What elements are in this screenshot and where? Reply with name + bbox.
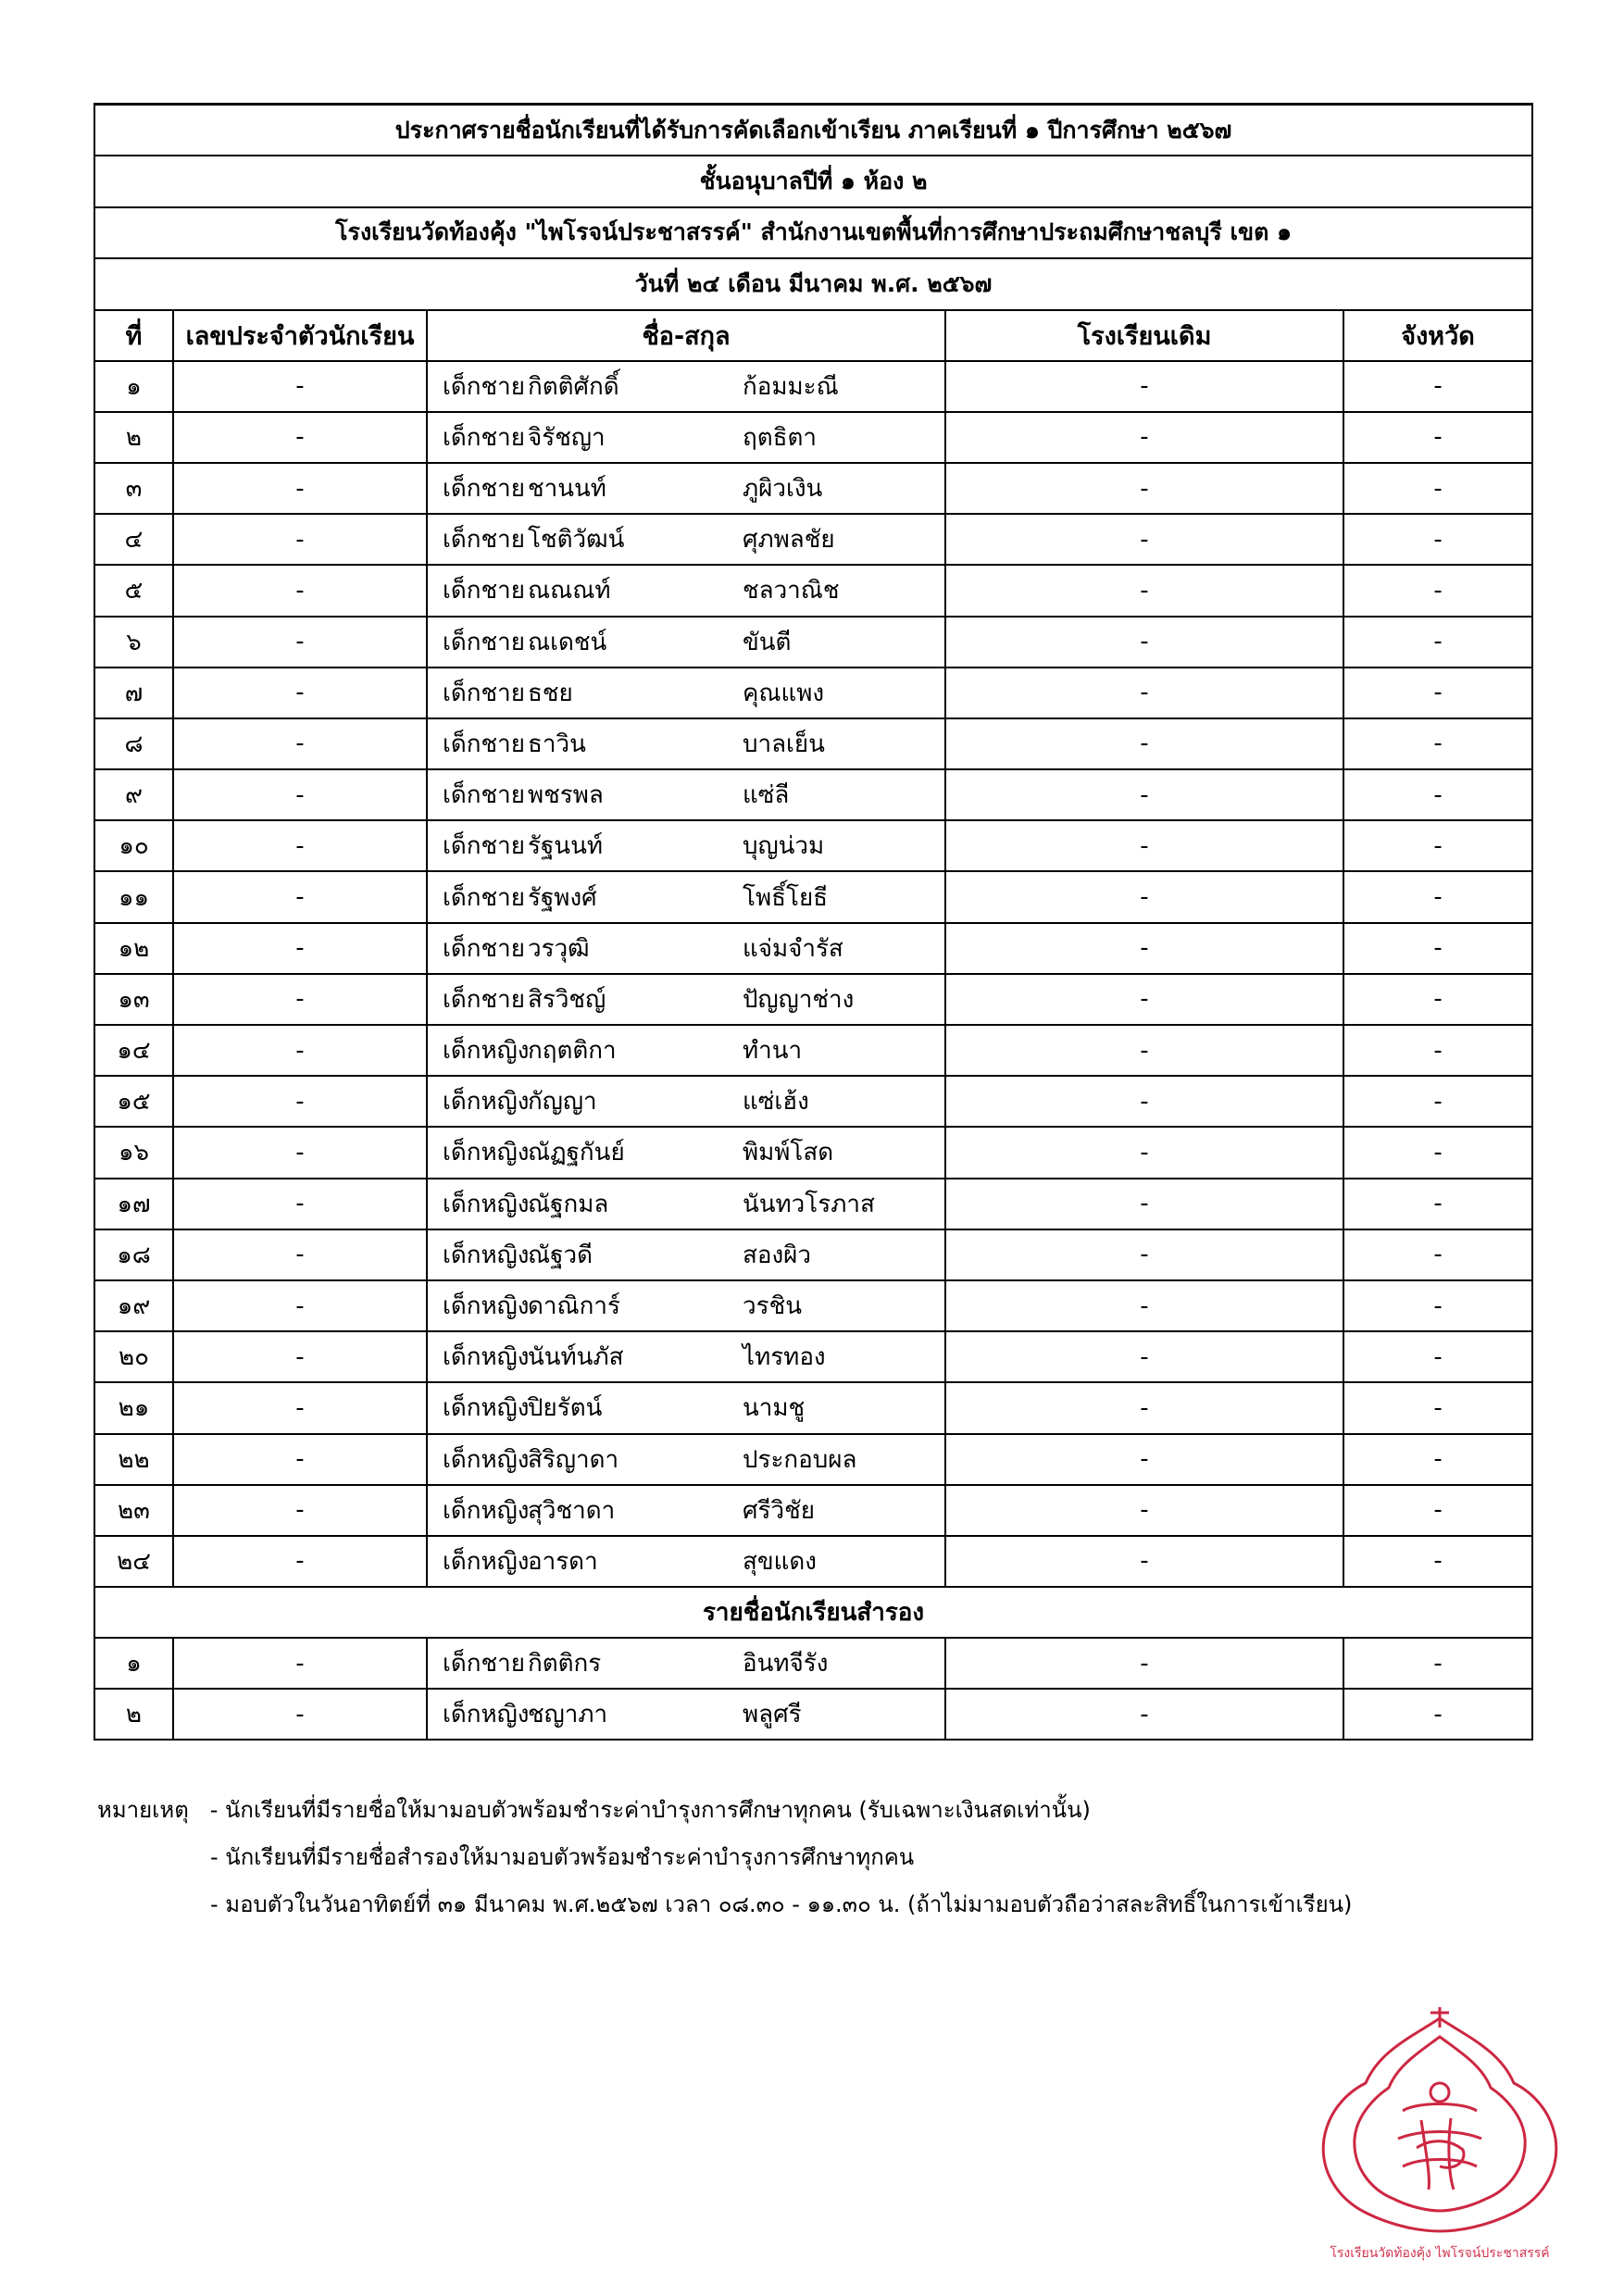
row-number: ๖ [94, 617, 173, 668]
school-heading: โรงเรียนวัดท้องคุ้ง "ไพโรจน์ประชาสรรค์" สำนักงานเขตพื้นที่การศึกษาประถมศึกษาชลบุรี เขต ๑ [94, 207, 1532, 258]
student-name [427, 769, 945, 820]
student-name [427, 1280, 945, 1331]
table-row [94, 1536, 1532, 1587]
province: - [1343, 463, 1532, 514]
previous-school: - [945, 668, 1343, 718]
student-id: - [173, 1331, 427, 1382]
province: - [1343, 668, 1532, 718]
student-name [427, 1076, 945, 1127]
surname: ศุภพลชัย [743, 526, 835, 555]
announcement-sheet [94, 103, 1531, 1741]
surname: ก้อมมะณี [743, 372, 839, 401]
student-name [427, 820, 945, 871]
student-table [94, 103, 1533, 1741]
student-name [427, 871, 945, 922]
given-name: กฤตติกา [528, 1037, 617, 1066]
table-row [94, 1127, 1532, 1178]
row-number: ๑๔ [94, 1025, 173, 1076]
col-header-student-id: เลขประจำตัวนักเรียน [173, 310, 427, 361]
col-header-previous-school: โรงเรียนเดิม [945, 310, 1343, 361]
name-title: เด็กหญิง [443, 1190, 530, 1218]
student-id: - [173, 1689, 427, 1740]
given-name: รัฐพงศ์ [528, 883, 597, 912]
province: - [1343, 361, 1532, 412]
student-name [427, 361, 945, 412]
student-id: - [173, 923, 427, 974]
province: - [1343, 871, 1532, 922]
name-title: เด็กหญิง [443, 1343, 530, 1372]
given-name: กิตติกร [528, 1650, 602, 1678]
table-row [94, 412, 1532, 463]
previous-school: - [945, 1331, 1343, 1382]
row-number: ๔ [94, 514, 173, 565]
previous-school: - [945, 1689, 1343, 1740]
previous-school: - [945, 617, 1343, 668]
province: - [1343, 617, 1532, 668]
table-row [94, 463, 1532, 514]
note-line [97, 1787, 1352, 1834]
row-number: ๑ [94, 361, 173, 412]
student-id: - [173, 1638, 427, 1689]
province: - [1343, 412, 1532, 463]
given-name: ธาวิน [528, 730, 586, 758]
student-name [427, 463, 945, 514]
table-row [94, 1076, 1532, 1127]
table-row [94, 974, 1532, 1025]
name-title: เด็กหญิง [443, 1292, 530, 1321]
surname: แจ่มจำรัส [743, 934, 843, 963]
previous-school: - [945, 565, 1343, 616]
notes-label: หมายเหตุ [97, 1797, 189, 1823]
row-number: ๑ [94, 1638, 173, 1689]
given-name: รัฐนนท์ [528, 832, 603, 861]
student-id: - [173, 565, 427, 616]
name-title: เด็กชาย [443, 781, 525, 810]
col-header-name: ชื่อ-สกุล [427, 310, 945, 361]
given-name: ธชย [528, 679, 573, 707]
row-number: ๑๓ [94, 974, 173, 1025]
student-name [427, 923, 945, 974]
row-number: ๒ [94, 412, 173, 463]
svg-text:โรงเรียนวัดท้องคุ้ง ไพโรจน์ประ: โรงเรียนวัดท้องคุ้ง ไพโรจน์ประชาสรรค์ [1330, 2246, 1550, 2261]
notes-section [97, 1787, 1352, 1928]
name-title: เด็กหญิง [443, 1547, 530, 1576]
previous-school: - [945, 1025, 1343, 1076]
name-title: เด็กหญิง [443, 1394, 530, 1423]
row-number: ๒๔ [94, 1536, 173, 1587]
student-id: - [173, 1485, 427, 1536]
province: - [1343, 1331, 1532, 1382]
table-row [94, 871, 1532, 922]
previous-school: - [945, 1434, 1343, 1485]
province: - [1343, 1638, 1532, 1689]
student-id: - [173, 463, 427, 514]
announcement-title: ประกาศรายชื่อนักเรียนที่ได้รับการคัดเลือกเข้าเรียน ภาคเรียนที่ ๑ ปีการศึกษา ๒๕๖๗ [94, 105, 1532, 156]
student-name [427, 1434, 945, 1485]
previous-school: - [945, 1280, 1343, 1331]
province: - [1343, 1434, 1532, 1485]
reserve-rows [94, 1638, 1532, 1740]
student-id: - [173, 412, 427, 463]
name-title: เด็กชาย [443, 475, 525, 504]
student-id: - [173, 718, 427, 769]
student-name [427, 1025, 945, 1076]
table-row [94, 1382, 1532, 1433]
previous-school: - [945, 1638, 1343, 1689]
row-number: ๒๓ [94, 1485, 173, 1536]
name-title: เด็กชาย [443, 832, 525, 861]
surname: ขันตี [743, 628, 792, 656]
previous-school: - [945, 820, 1343, 871]
previous-school: - [945, 718, 1343, 769]
province: - [1343, 769, 1532, 820]
previous-school: - [945, 1536, 1343, 1587]
class-heading: ชั้นอนุบาลปีที่ ๑ ห้อง ๒ [94, 156, 1532, 206]
previous-school: - [945, 412, 1343, 463]
name-title: เด็กชาย [443, 1650, 525, 1678]
surname: สองผิว [743, 1241, 812, 1269]
table-row [94, 668, 1532, 718]
column-header-row [94, 310, 1532, 361]
surname: แซ่ลี [743, 781, 790, 810]
previous-school: - [945, 923, 1343, 974]
name-title: เด็กหญิง [443, 1701, 530, 1729]
previous-school: - [945, 1179, 1343, 1229]
given-name: กิตติศักดิ์ [528, 372, 619, 401]
table-row [94, 820, 1532, 871]
student-name [427, 514, 945, 565]
given-name: สุวิชาดา [528, 1496, 616, 1525]
name-title: เด็กชาย [443, 423, 525, 452]
province: - [1343, 718, 1532, 769]
table-row [94, 923, 1532, 974]
given-name: ณณณท์ [528, 577, 611, 605]
row-number: ๘ [94, 718, 173, 769]
name-title: เด็กชาย [443, 372, 525, 401]
student-name [427, 565, 945, 616]
surname: พลูศรี [743, 1701, 802, 1729]
surname: ไทรทอง [743, 1343, 826, 1372]
row-number: ๙ [94, 769, 173, 820]
province: - [1343, 1076, 1532, 1127]
surname: อินทจีรัง [743, 1650, 829, 1678]
surname: บุญน่วม [743, 832, 825, 861]
col-header-no: ที่ [94, 310, 173, 361]
given-name: ชานนท์ [528, 475, 606, 504]
table-row [94, 565, 1532, 616]
given-name: ณเดชน์ [528, 628, 607, 656]
name-title: เด็กชาย [443, 883, 525, 912]
surname: ประกอบผล [743, 1445, 857, 1474]
surname: บาลเย็น [743, 730, 825, 758]
row-number: ๒๐ [94, 1331, 173, 1382]
name-title: เด็กชาย [443, 628, 525, 656]
date-heading: วันที่ ๒๔ เดือน มีนาคม พ.ศ. ๒๕๖๗ [94, 258, 1532, 309]
row-number: ๑๖ [94, 1127, 173, 1178]
table-row [94, 1434, 1532, 1485]
given-name: จิรัชญา [528, 423, 606, 452]
student-id: - [173, 1025, 427, 1076]
student-rows [94, 361, 1532, 1588]
given-name: ณัฐกมล [528, 1190, 609, 1218]
province: - [1343, 565, 1532, 616]
school-seal-icon [1292, 2000, 1588, 2268]
note-item: - นักเรียนที่มีรายชื่อให้มามอบตัวพร้อมชำระค่าบำรุงการศึกษาทุกคน (รับเฉพาะเงินสดเท่านั้น) [209, 1797, 1091, 1823]
province: - [1343, 1179, 1532, 1229]
table-row [94, 718, 1532, 769]
name-title: เด็กหญิง [443, 1241, 530, 1269]
surname: ฤตธิตา [743, 423, 817, 452]
name-title: เด็กหญิง [443, 1139, 530, 1167]
previous-school: - [945, 1127, 1343, 1178]
student-id: - [173, 871, 427, 922]
surname: สุขแดง [743, 1547, 817, 1576]
student-name [427, 1127, 945, 1178]
table-row [94, 1485, 1532, 1536]
table-row [94, 361, 1532, 412]
previous-school: - [945, 1229, 1343, 1280]
surname: ปัญญาช่าง [743, 985, 855, 1014]
student-id: - [173, 974, 427, 1025]
row-number: ๑๕ [94, 1076, 173, 1127]
row-number: ๑๗ [94, 1179, 173, 1229]
given-name: วรวุฒิ [528, 934, 590, 963]
given-name: ชญาภา [528, 1701, 608, 1729]
student-name [427, 412, 945, 463]
table-row [94, 1025, 1532, 1076]
row-number: ๓ [94, 463, 173, 514]
row-number: ๑๙ [94, 1280, 173, 1331]
given-name: อารดา [528, 1547, 598, 1576]
province: - [1343, 820, 1532, 871]
row-number: ๗ [94, 668, 173, 718]
table-row [94, 1638, 1532, 1689]
surname: ภูผิวเงิน [743, 475, 823, 504]
student-id: - [173, 1434, 427, 1485]
surname: ศรีวิชัย [743, 1496, 815, 1525]
previous-school: - [945, 871, 1343, 922]
student-id: - [173, 1280, 427, 1331]
name-title: เด็กหญิง [443, 1496, 530, 1525]
table-row [94, 769, 1532, 820]
given-name: นันท์นภัส [528, 1343, 624, 1372]
student-id: - [173, 1179, 427, 1229]
student-id: - [173, 820, 427, 871]
name-title: เด็กชาย [443, 526, 525, 555]
province: - [1343, 1382, 1532, 1433]
given-name: ณัฐวดี [528, 1241, 593, 1269]
province: - [1343, 1536, 1532, 1587]
row-number: ๕ [94, 565, 173, 616]
province: - [1343, 974, 1532, 1025]
previous-school: - [945, 1485, 1343, 1536]
row-number: ๑๑ [94, 871, 173, 922]
surname: โพธิ์โยธี [743, 883, 829, 912]
given-name: ณัฏฐกันย์ [528, 1139, 625, 1167]
given-name: สิริญาดา [528, 1445, 619, 1474]
province: - [1343, 1127, 1532, 1178]
previous-school: - [945, 1382, 1343, 1433]
surname: วรชิน [743, 1292, 802, 1321]
student-name [427, 718, 945, 769]
student-id: - [173, 1382, 427, 1433]
name-title: เด็กหญิง [443, 1445, 530, 1474]
surname: พิมพ์โสด [743, 1139, 834, 1167]
student-name [427, 668, 945, 718]
previous-school: - [945, 463, 1343, 514]
previous-school: - [945, 514, 1343, 565]
row-number: ๑๘ [94, 1229, 173, 1280]
student-name [427, 974, 945, 1025]
previous-school: - [945, 361, 1343, 412]
student-name [427, 1638, 945, 1689]
student-name [427, 1331, 945, 1382]
name-title: เด็กหญิง [443, 1037, 530, 1066]
student-id: - [173, 1127, 427, 1178]
student-name [427, 1689, 945, 1740]
table-row [94, 1331, 1532, 1382]
province: - [1343, 923, 1532, 974]
reserve-heading: รายชื่อนักเรียนสำรอง [94, 1587, 1532, 1638]
student-id: - [173, 1536, 427, 1587]
table-row [94, 1179, 1532, 1229]
name-title: เด็กหญิง [443, 1088, 530, 1117]
row-number: ๒ [94, 1689, 173, 1740]
surname: ชลวาณิช [743, 577, 840, 605]
student-id: - [173, 668, 427, 718]
table-row [94, 1280, 1532, 1331]
row-number: ๑๒ [94, 923, 173, 974]
student-name [427, 1179, 945, 1229]
name-title: เด็กชาย [443, 679, 525, 707]
name-title: เด็กชาย [443, 985, 525, 1014]
surname: คุณแพง [743, 679, 825, 707]
row-number: ๒๑ [94, 1382, 173, 1433]
name-title: เด็กชาย [443, 934, 525, 963]
previous-school: - [945, 769, 1343, 820]
student-name [427, 1485, 945, 1536]
note-item: - นักเรียนที่มีรายชื่อสำรองให้มามอบตัวพร้อมชำระค่าบำรุงการศึกษาทุกคน [210, 1844, 915, 1870]
given-name: ดาณิการ์ [528, 1292, 620, 1321]
previous-school: - [945, 1076, 1343, 1127]
student-name [427, 1382, 945, 1433]
province: - [1343, 1689, 1532, 1740]
given-name: กัญญา [528, 1088, 597, 1117]
table-row [94, 617, 1532, 668]
name-title: เด็กชาย [443, 730, 525, 758]
table-row [94, 514, 1532, 565]
student-id: - [173, 1229, 427, 1280]
surname: นันทวโรภาส [743, 1190, 875, 1218]
student-id: - [173, 769, 427, 820]
row-number: ๒๒ [94, 1434, 173, 1485]
row-number: ๑๐ [94, 820, 173, 871]
name-title: เด็กชาย [443, 577, 525, 605]
surname: นามชู [743, 1394, 806, 1423]
province: - [1343, 514, 1532, 565]
province: - [1343, 1485, 1532, 1536]
surname: ทำนา [743, 1037, 803, 1066]
province: - [1343, 1280, 1532, 1331]
surname: แซ่เฮ้ง [743, 1088, 809, 1117]
student-name [427, 1229, 945, 1280]
note-item: - มอบตัวในวันอาทิตย์ที่ ๓๑ มีนาคม พ.ศ.๒๕๖๗ เวลา ๐๘.๓๐ - ๑๑.๓๐ น. (ถ้าไม่มามอบตัวถือว่าสละสิทธิ์ในการเข้าเรียน) [210, 1891, 1353, 1917]
col-header-province: จังหวัด [1343, 310, 1532, 361]
given-name: ปิยรัตน์ [528, 1394, 603, 1423]
student-id: - [173, 617, 427, 668]
student-name [427, 617, 945, 668]
student-id: - [173, 1076, 427, 1127]
table-row [94, 1229, 1532, 1280]
province: - [1343, 1025, 1532, 1076]
province: - [1343, 1229, 1532, 1280]
student-name [427, 1536, 945, 1587]
table-row [94, 1689, 1532, 1740]
given-name: พชรพล [528, 781, 604, 810]
previous-school: - [945, 974, 1343, 1025]
student-id: - [173, 514, 427, 565]
given-name: สิรวิชญ์ [528, 985, 606, 1014]
student-id: - [173, 361, 427, 412]
given-name: โชติวัฒน์ [528, 526, 625, 555]
